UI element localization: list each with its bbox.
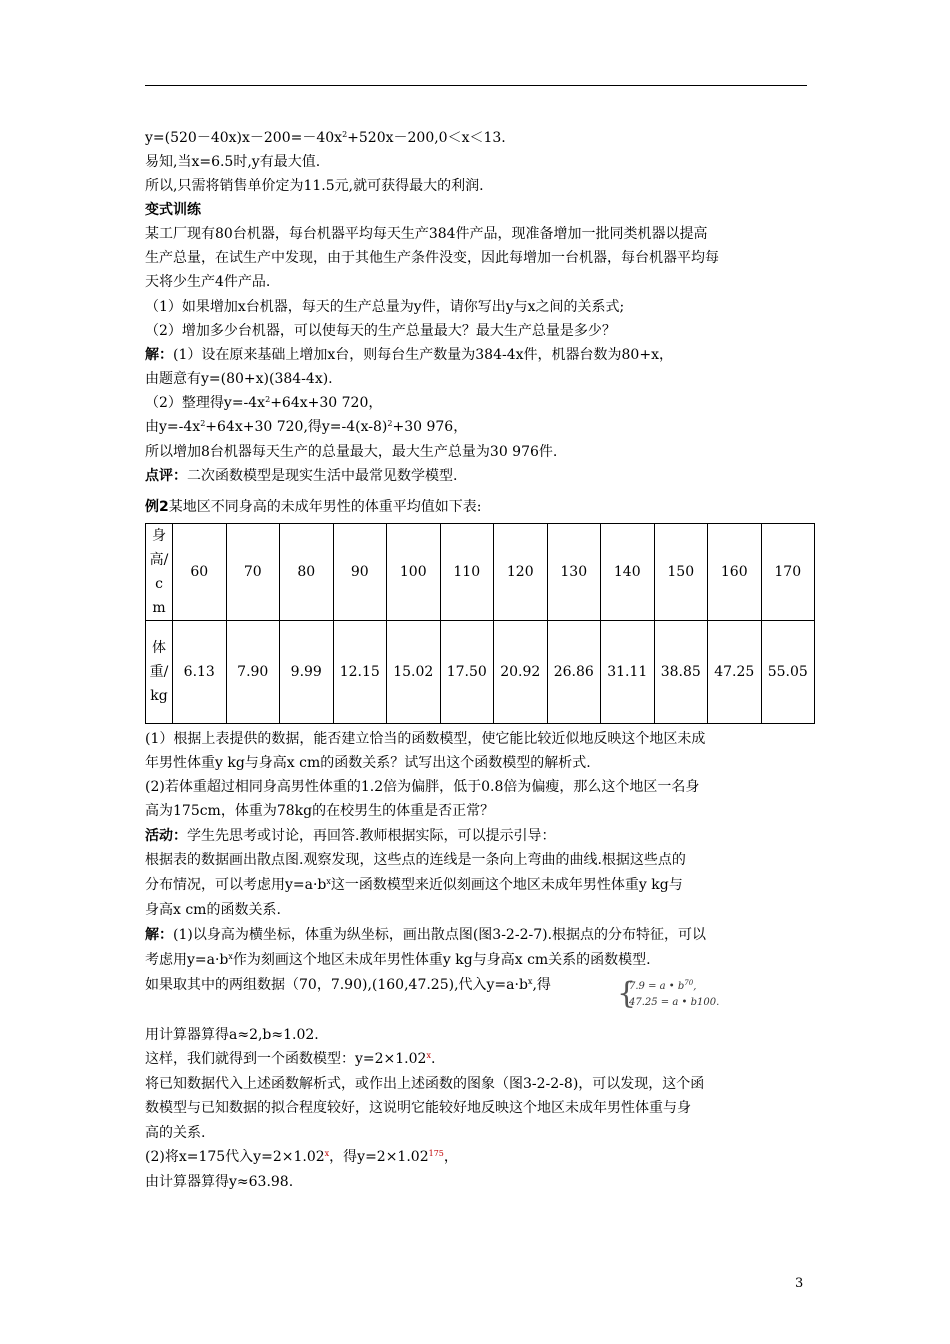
text-line: 如果取其中的两组数据（70，7.90),(160,47.25),代入$y=a\cdot b^x$,得 <box>145 977 551 993</box>
page-number: 3 <box>795 1276 804 1291</box>
text-line: 年男性体重y kg与身高x cm的函数关系？试写出这个函数模型的解析式. <box>145 755 591 771</box>
activity-line: 活动：学生先思考或讨论，再回答.教师根据实际，可以提示引导： <box>145 828 556 844</box>
table-cell: 150 <box>654 524 708 621</box>
text-line: 所以,只需将销售单价定为11.5元,就可获得最大的利润. <box>145 178 484 194</box>
text-line: 易知,当x=6.5时,y有最大值. <box>145 154 321 170</box>
text-line: 这样，我们就得到一个函数模型：$y=2\times 1.02^x$. <box>145 1051 436 1067</box>
table-cell: 60 <box>173 524 227 621</box>
table-cell: 110 <box>440 524 494 621</box>
table-cell: 140 <box>601 524 655 621</box>
text-line: (2)若体重超过相同身高男性体重的1.2倍为偏胖，低于0.8倍为偏瘦，那么这个地区一名身 <box>145 779 700 795</box>
table-cell: 130 <box>547 524 601 621</box>
table-cell: 120 <box>494 524 548 621</box>
table-row-height <box>146 524 815 621</box>
table-cell: 55.05 <box>761 621 815 724</box>
row-header-weight: 体重/kg <box>146 621 173 724</box>
table-cell: 38.85 <box>654 621 708 724</box>
table-cell: 17.50 <box>440 621 494 724</box>
brace-glyph: { <box>617 976 637 1011</box>
table-cell: 7.90 <box>226 621 280 724</box>
table-row-weight <box>146 621 815 724</box>
text-line: 将已知数据代入上述函数解析式，或作出上述函数的图象（图3-2-2-8)，可以发现，这个函 <box>145 1076 705 1092</box>
table-cell: 9.99 <box>280 621 334 724</box>
text-line: 考虑用$y=a\cdot b^x$作为刻画这个地区未成年男性体重y kg与身高x cm关系的函数模型. <box>145 952 651 968</box>
text-line-equation-profit: $y=(520-40x)x-200=-40x^2+520x-200,0<x<13$. <box>145 130 506 146</box>
text-line: （2）整理得$y=-4x^2+64x+30$ 720， <box>145 395 383 411</box>
table-cell: 26.86 <box>547 621 601 724</box>
solution-line: 解：(1）设在原来基础上增加x台，则每台生产数量为384-4x件，机器台数为80+x， <box>145 347 673 363</box>
text-line: 由计算器算得y≈63.98. <box>145 1174 294 1190</box>
text-line: 某工厂现有80台机器，每台机器平均每天生产384件产品，现准备增加一批同类机器以提高 <box>145 226 708 242</box>
table-cell: 20.92 <box>494 621 548 724</box>
text-line: 数模型与已知数据的拟合程度较好，这说明它能较好地反映这个地区未成年男性体重与身 <box>145 1100 691 1116</box>
text-line: 生产总量，在试生产中发现，由于其他生产条件没变，因此每增加一台机器，每台机器平均每 <box>145 250 719 266</box>
table-cell: 31.11 <box>601 621 655 724</box>
table-cell: 160 <box>708 524 762 621</box>
text-line: 身高x cm的函数关系. <box>145 902 281 918</box>
section-heading-variant-training: 变式训练 <box>145 202 201 218</box>
text-line: 天将少生产4件产品. <box>145 274 271 290</box>
table-cell: 12.15 <box>333 621 387 724</box>
table-cell: 47.25 <box>708 621 762 724</box>
text-line: 由$y=-4x^2+64x+30$ 720,得$y=-4(x-8)^2+30$ 976， <box>145 419 468 435</box>
text-line: 所以增加8台机器每天生产的总量最大，最大生产总量为30 976件. <box>145 444 558 460</box>
table-cell: 90 <box>333 524 387 621</box>
table-cell: 70 <box>226 524 280 621</box>
header-rule <box>145 85 807 86</box>
example-2-heading: 例2某地区不同身高的未成年男性的体重平均值如下表: <box>145 499 482 515</box>
text-line: (1）根据上表提供的数据，能否建立恰当的函数模型，使它能比较近似地反映这个地区未成 <box>145 731 706 747</box>
text-line: 由题意有y=(80+x)(384-4x). <box>145 371 333 387</box>
text-line: 分布情况，可以考虑用$y=a\cdot b^x$这一函数模型来近似刻画这个地区未成年男性体重y kg与 <box>145 877 683 893</box>
equation-1: 7.9 = a • $b^{70}$, <box>629 979 697 992</box>
comment-line: 点评：二次函数模型是现实生活中最常见数学模型. <box>145 468 458 484</box>
table-cell: 15.02 <box>387 621 441 724</box>
equation-2: 47.25 = a • b100. <box>629 997 720 1008</box>
solution-line: 解：(1)以身高为横坐标，体重为纵坐标，画出散点图(图3-2-2-7).根据点的分布特征，可以 <box>145 927 707 943</box>
table-cell: 100 <box>387 524 441 621</box>
table-cell: 80 <box>280 524 334 621</box>
question-1: （1）如果增加x台机器，每天的生产总量为y件，请你写出y与x之间的关系式; <box>145 299 625 315</box>
text-line: 根据表的数据画出散点图.观察发现，这些点的连线是一条向上弯曲的曲线.根据这些点的 <box>145 852 686 868</box>
table-cell: 170 <box>761 524 815 621</box>
table-cell: 6.13 <box>173 621 227 724</box>
equation-system-image <box>617 977 787 1013</box>
row-header-height: 身高/cm <box>146 524 173 621</box>
text-line: 高为175cm，体重为78kg的在校男生的体重是否正常？ <box>145 803 495 819</box>
text-line: (2)将x=175代入$y=2\times 1.02^x$，得$y=2\times 1.02^{175}$， <box>145 1149 458 1165</box>
question-2: （2）增加多少台机器，可以使每天的生产总量最大？最大生产总量是多少？ <box>145 323 616 339</box>
text-line: 高的关系. <box>145 1125 206 1141</box>
height-weight-table <box>145 523 815 724</box>
text-line: 用计算器算得a≈2,b≈1.02. <box>145 1027 319 1043</box>
